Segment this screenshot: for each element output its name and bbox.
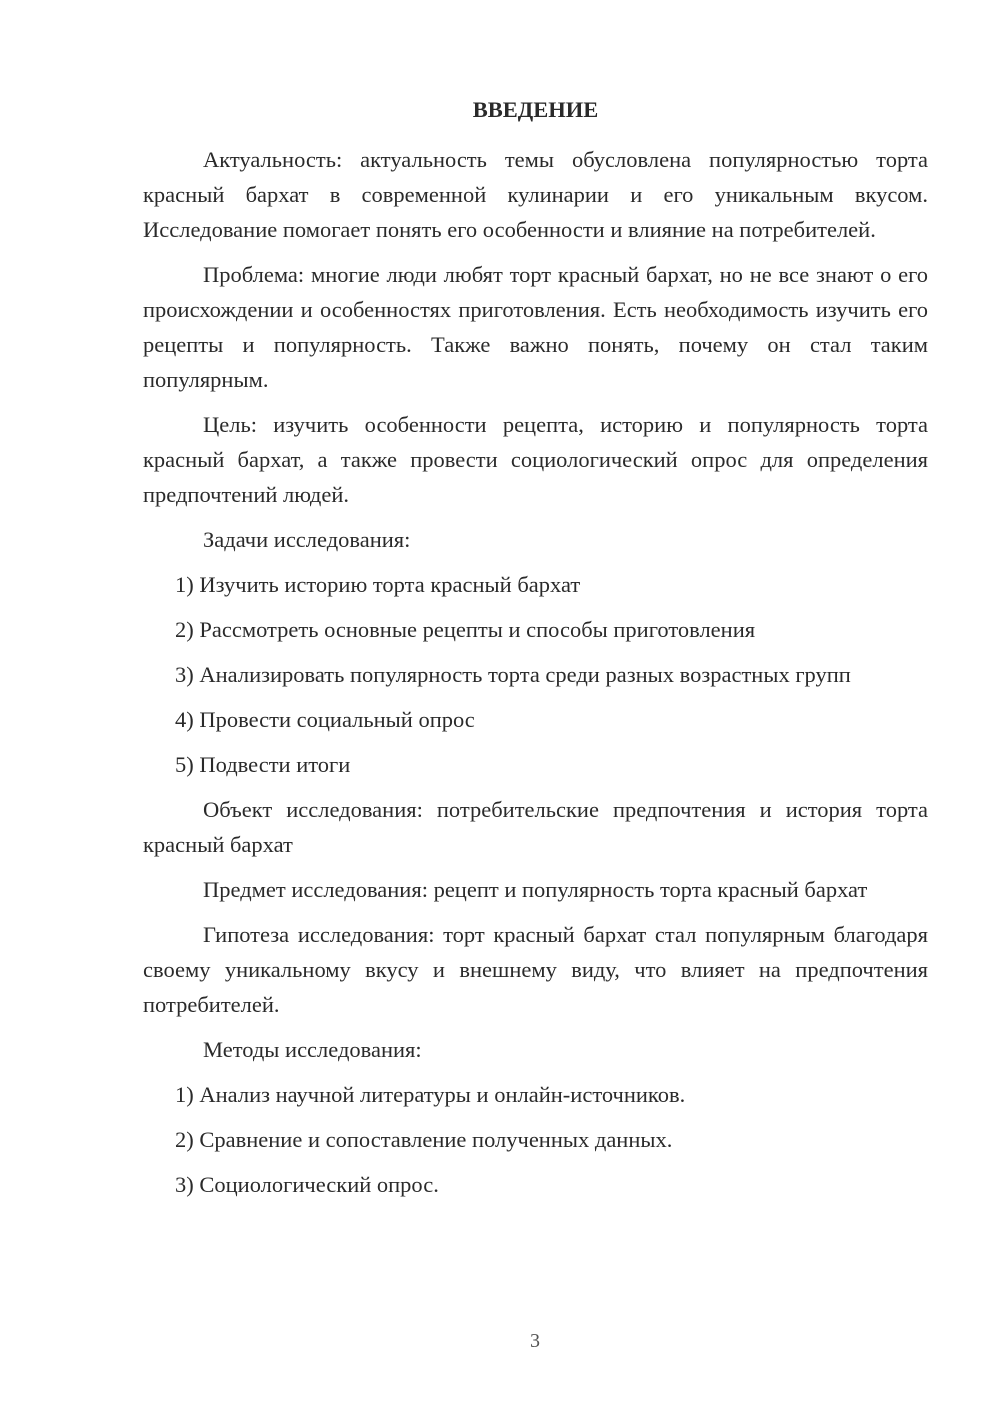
hypothesis-paragraph: Гипотеза исследования: торт красный бархат стал популярным благодаря своему уникальному вкусу и внешнему виду, что влияет на предпочтения потребителей. xyxy=(143,922,928,1017)
section-title: ВВЕДЕНИЕ xyxy=(472,97,599,122)
method-item: 1) Анализ научной литературы и онлайн-источников. xyxy=(175,1082,686,1107)
subject-paragraph: Предмет исследования: рецепт и популярность торта красный бархат xyxy=(203,877,868,902)
page-content xyxy=(143,92,928,1212)
task-item: 1) Изучить историю торта красный бархат xyxy=(175,572,581,597)
method-item: 2) Сравнение и сопоставление полученных данных. xyxy=(175,1127,673,1152)
task-item: 2) Рассмотреть основные рецепты и способы приготовления xyxy=(175,617,756,642)
page-number: 3 xyxy=(530,1330,540,1352)
tasks-heading: Задачи исследования: xyxy=(203,527,411,552)
goal-paragraph: Цель: изучить особенности рецепта, историю и популярность торта красный бархат, а также провести социологический опрос для определения предпочтений людей. xyxy=(143,412,928,507)
methods-list xyxy=(143,1077,928,1202)
method-item: 3) Социологический опрос. xyxy=(175,1172,439,1197)
task-item: 4) Провести социальный опрос xyxy=(175,707,475,732)
task-item: 3) Анализировать популярность торта среди разных возрастных групп xyxy=(175,662,851,687)
methods-heading: Методы исследования: xyxy=(203,1037,422,1062)
task-item: 5) Подвести итоги xyxy=(175,752,351,777)
relevance-paragraph: Актуальность: актуальность темы обусловлена популярностью торта красный бархат в современной кулинарии и его уникальным вкусом. Исследование помогает понять его особенности и влияние на потребителей. xyxy=(143,147,928,242)
problem-paragraph: Проблема: многие люди любят торт красный бархат, но не все знают о его происхождении и особенностях приготовления. Есть необходимость изучить его рецепты и популярность. Также важно понять, почему он стал таким популярным. xyxy=(143,262,928,392)
tasks-list xyxy=(143,567,928,782)
object-paragraph: Объект исследования: потребительские предпочтения и история торта красный бархат xyxy=(143,797,928,857)
